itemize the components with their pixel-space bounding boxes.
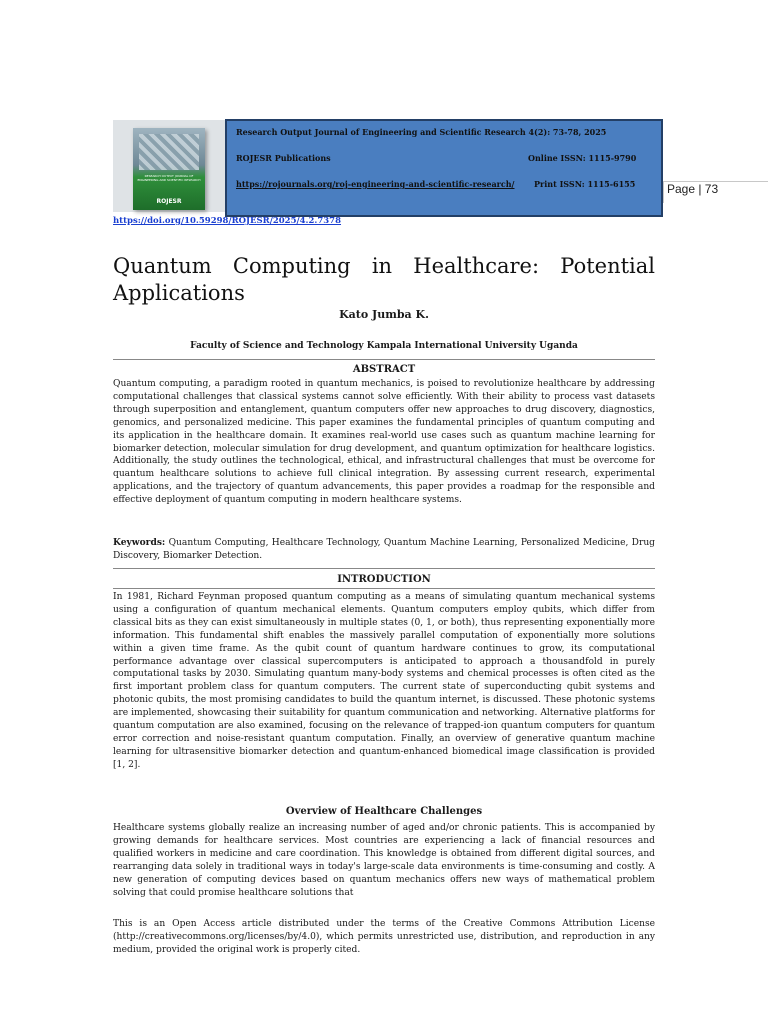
abstract-top-rule <box>113 359 655 360</box>
online-issn: Online ISSN: 1115-9790 <box>528 153 637 163</box>
print-issn: Print ISSN: 1115-6155 <box>534 179 636 189</box>
journal-cover-image <box>113 120 225 212</box>
journal-citation: Research Output Journal of Engineering and Scientific Research 4(2): 73-78, 2025 <box>236 127 607 137</box>
author-affiliation: Faculty of Science and Technology Kampala International University Uganda <box>190 341 578 351</box>
page-number: Page | 73 <box>667 182 719 196</box>
abstract-bottom-rule <box>113 568 655 569</box>
overview-heading: Overview of Healthcare Challenges <box>285 806 483 817</box>
author-name: Kato Jumba K. <box>339 308 429 321</box>
article-title: Quantum Computing in Healthcare: Potential Applications <box>113 254 655 305</box>
cover-title: RESEARCH OUTPUT JOURNAL OF ENGINEERING AND SCIENTIFIC RESEARCH <box>137 174 201 182</box>
keywords-label: Keywords: <box>113 537 166 548</box>
introduction-text: In 1981, Richard Feynman proposed quantum computing as a means of simulating quantum mechanical systems using a configuration of quantum mechanical elements. Quantum computers employ qubits, which differ from classical bits as they can exist simultaneously in multiple states (0, 1, or both), thus representing exponentially more information. This fundamental shift enables the massively parallel computation of exponentially more solutions within a given time frame. As the qubit count of quantum hardware continues to grow, its computational performance advantage over classical supercomputers is anticipated to approach a thousandfold in purely computational tasks by 2030. Simulating quantum many-body systems and chemical processes is often cited as the first important problem class for quantum computers. The current state of superconducting qubit systems and photonic qubits, the most promising candidates to build the quantum internet, is discussed. These photonic systems are implemented, showcasing their suitability for quantum communication and networking. Alternative platforms for quantum computation are also examined, focusing on the relevance of trapped-ion quantum computers for quantum error correction and noise-resistant quantum computation. Finally, an overview of generative quantum machine learning for ultrasensitive biomarker detection and quantum-enhanced biomedical image classification is provided [1, 2]. <box>113 592 655 770</box>
cover-book <box>133 128 205 210</box>
abstract-text: Quantum computing, a paradigm rooted in quantum mechanics, is poised to revolutionize healthcare by addressing computational challenges that classical systems cannot solve efficiently. With their ability to process vast datasets through superposition and entanglement, quantum computers offer new approaches to drug discovery, diagnostics, genomics, and personalized medicine. This paper examines the fundamental principles of quantum computing and its application in the healthcare domain. It examines real-world use cases such as quantum machine learning for biomarker detection, molecular simulation for drug development, and quantum optimization for healthcare logistics. Additionally, the study outlines the technological, ethical, and infrastructural challenges that must be overcome for quantum healthcare solutions to achieve full clinical integration. By assessing current research, experimental applications, and the trajectory of quantum advancements, this paper provides a roadmap for the responsible and effective deployment of quantum computing in modern healthcare systems. <box>113 379 655 506</box>
doi-link[interactable]: https://doi.org/10.59298/ROJESR/2025/4.2.7378 <box>113 216 342 226</box>
abstract-heading: ABSTRACT <box>352 364 416 375</box>
page-number-divider <box>663 181 664 203</box>
introduction-heading: INTRODUCTION <box>337 574 431 585</box>
cover-brand: ROJESR <box>156 198 182 205</box>
journal-url-link[interactable]: https://rojournals.org/roj-engineering-and-scientific-research/ <box>236 179 515 189</box>
cover-graphic <box>139 134 199 170</box>
publisher-name: ROJESR Publications <box>236 153 331 163</box>
overview-text: Healthcare systems globally realize an increasing number of aged and/or chronic patients. This is accompanied by growing demands for healthcare services. Most countries are experiencing a lack of financial resources and qualified workers in medicine and care coordination. This knowledge is obtained from different digital sources, and rearranging data solely in traditional ways in today's large-scale data environments is time-consuming and costly. A new generation of computing devices based on quantum mechanics offers new ways of mathematical problem solving that could promise healthcare solutions that <box>113 823 655 898</box>
keywords-list: Quantum Computing, Healthcare Technology, Quantum Machine Learning, Personalized Medicine, Drug Discovery, Biomarker Detection. <box>113 538 655 561</box>
journal-header-box <box>225 119 663 217</box>
introduction-rule <box>113 588 655 589</box>
keywords-paragraph <box>113 537 655 563</box>
license-notice: This is an Open Access article distributed under the terms of the Creative Commons Attribution License (http://creativecommons.org/licenses/by/4.0), which permits unrestricted use, distribution, and reproduction in any medium, provided the original work is properly cited. <box>113 919 655 955</box>
